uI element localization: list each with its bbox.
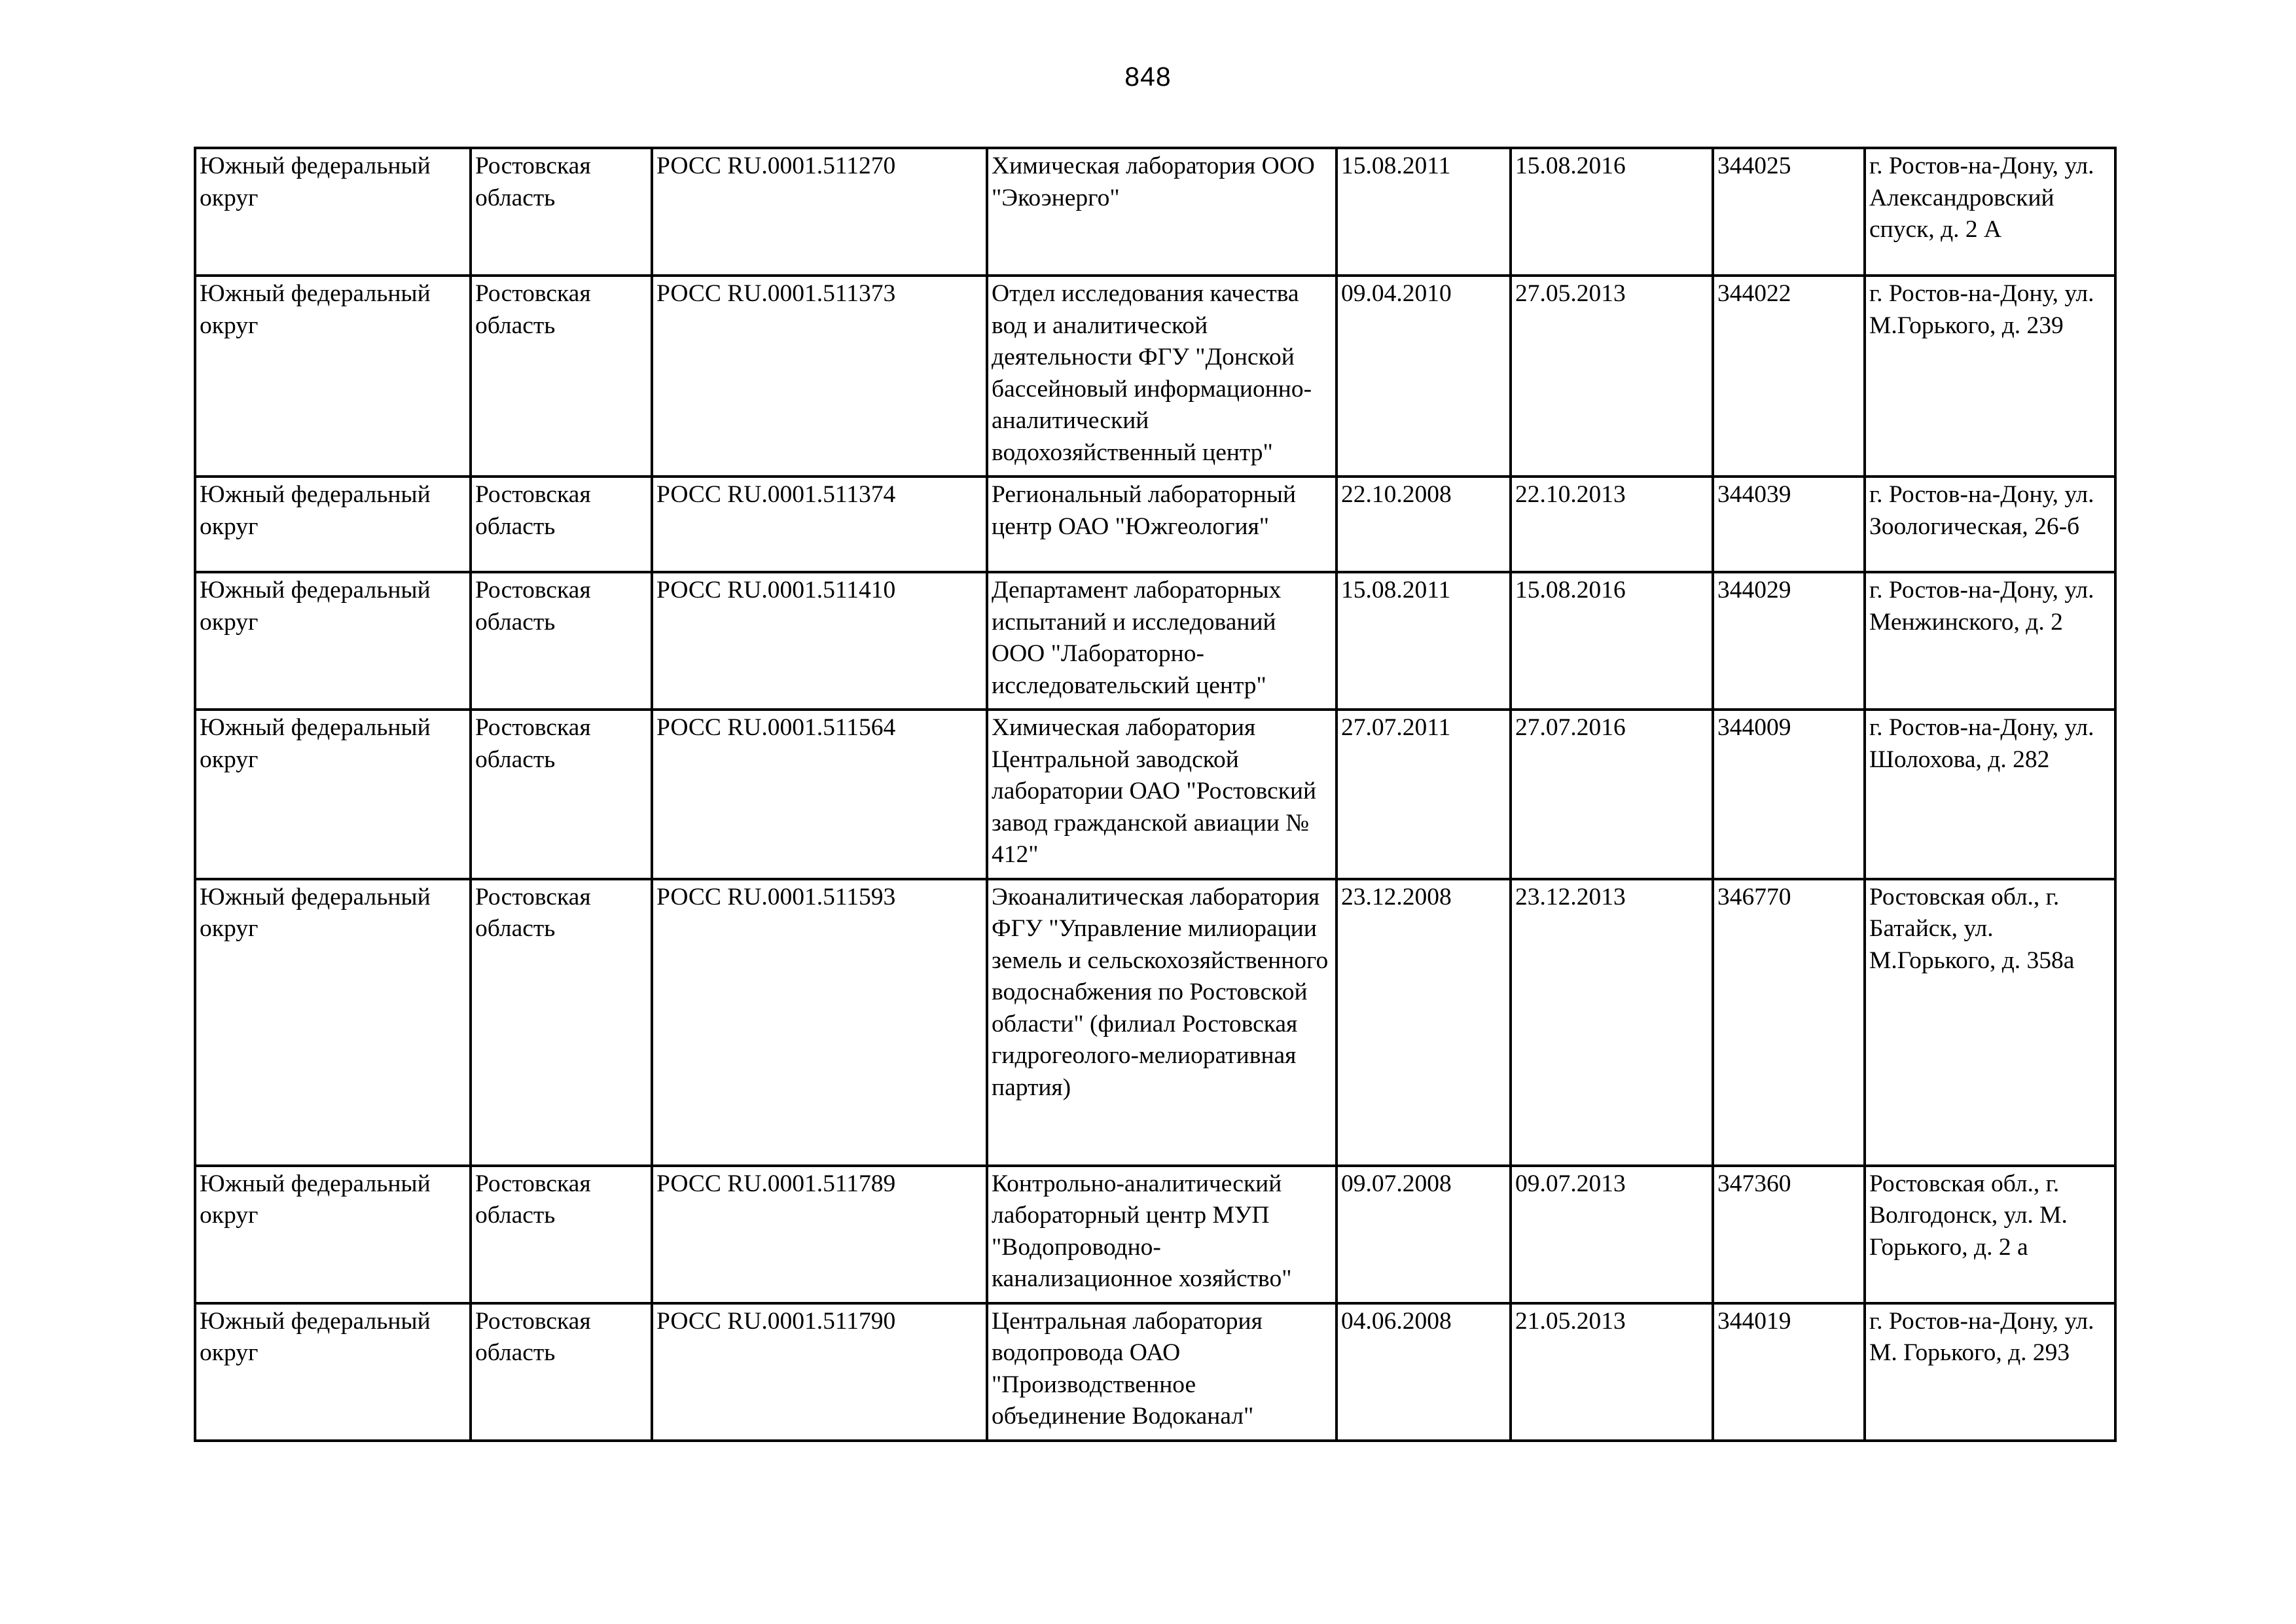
district-cell: Южный федеральный округ bbox=[195, 879, 471, 1166]
address-cell: г. Ростов-на-Дону, ул. Зоологическая, 26-б bbox=[1865, 477, 2115, 572]
region-cell: Ростовская область bbox=[471, 1303, 652, 1441]
postal-code-cell: 344029 bbox=[1713, 572, 1865, 710]
region-cell: Ростовская область bbox=[471, 710, 652, 879]
region-cell: Ростовская область bbox=[471, 879, 652, 1166]
district-cell: Южный федеральный округ bbox=[195, 477, 471, 572]
organization-cell: Контрольно-аналитический лабораторный центр МУП "Водопроводно-канализационное хозяйство" bbox=[987, 1166, 1336, 1303]
date-expires-cell: 09.07.2013 bbox=[1511, 1166, 1713, 1303]
postal-code-cell: 344019 bbox=[1713, 1303, 1865, 1441]
laboratory-registry-table bbox=[194, 147, 2117, 1442]
table-row bbox=[195, 572, 2115, 710]
district-cell: Южный федеральный округ bbox=[195, 1166, 471, 1303]
table-row bbox=[195, 1166, 2115, 1303]
certificate-cell: РОСС RU.0001.511564 bbox=[652, 710, 987, 879]
address-cell: Ростовская обл., г. Волгодонск, ул. М. Горького, д. 2 а bbox=[1865, 1166, 2115, 1303]
date-issued-cell: 09.04.2010 bbox=[1336, 276, 1511, 477]
organization-cell: Химическая лаборатория Центральной заводской лаборатории ОАО "Ростовский завод гражданской авиации № 412" bbox=[987, 710, 1336, 879]
district-cell: Южный федеральный округ bbox=[195, 572, 471, 710]
postal-code-cell: 346770 bbox=[1713, 879, 1865, 1166]
date-expires-cell: 27.05.2013 bbox=[1511, 276, 1713, 477]
certificate-cell: РОСС RU.0001.511374 bbox=[652, 477, 987, 572]
date-expires-cell: 23.12.2013 bbox=[1511, 879, 1713, 1166]
table-row bbox=[195, 879, 2115, 1166]
address-cell: г. Ростов-на-Дону, ул. М. Горького, д. 293 bbox=[1865, 1303, 2115, 1441]
date-expires-cell: 22.10.2013 bbox=[1511, 477, 1713, 572]
region-cell: Ростовская область bbox=[471, 477, 652, 572]
organization-cell: Химическая лаборатория ООО "Экоэнерго" bbox=[987, 148, 1336, 276]
date-issued-cell: 22.10.2008 bbox=[1336, 477, 1511, 572]
date-expires-cell: 27.07.2016 bbox=[1511, 710, 1713, 879]
region-cell: Ростовская область bbox=[471, 572, 652, 710]
postal-code-cell: 344039 bbox=[1713, 477, 1865, 572]
postal-code-cell: 347360 bbox=[1713, 1166, 1865, 1303]
certificate-cell: РОСС RU.0001.511373 bbox=[652, 276, 987, 477]
page-number: 848 bbox=[1124, 62, 1172, 92]
date-issued-cell: 09.07.2008 bbox=[1336, 1166, 1511, 1303]
postal-code-cell: 344022 bbox=[1713, 276, 1865, 477]
district-cell: Южный федеральный округ bbox=[195, 710, 471, 879]
postal-code-cell: 344025 bbox=[1713, 148, 1865, 276]
district-cell: Южный федеральный округ bbox=[195, 148, 471, 276]
organization-cell: Центральная лаборатория водопровода ОАО "Производственное объединение Водоканал" bbox=[987, 1303, 1336, 1441]
district-cell: Южный федеральный округ bbox=[195, 276, 471, 477]
date-issued-cell: 27.07.2011 bbox=[1336, 710, 1511, 879]
organization-cell: Департамент лабораторных испытаний и исследований ООО "Лабораторно-исследовательский центр" bbox=[987, 572, 1336, 710]
table-row bbox=[195, 148, 2115, 276]
date-issued-cell: 15.08.2011 bbox=[1336, 572, 1511, 710]
address-cell: г. Ростов-на-Дону, ул. Менжинского, д. 2 bbox=[1865, 572, 2115, 710]
certificate-cell: РОСС RU.0001.511593 bbox=[652, 879, 987, 1166]
certificate-cell: РОСС RU.0001.511790 bbox=[652, 1303, 987, 1441]
certificate-cell: РОСС RU.0001.511270 bbox=[652, 148, 987, 276]
date-expires-cell: 15.08.2016 bbox=[1511, 572, 1713, 710]
address-cell: г. Ростов-на-Дону, ул. М.Горького, д. 239 bbox=[1865, 276, 2115, 477]
organization-cell: Экоаналитическая лаборатория ФГУ "Управление милиорации земель и сельскохозяйственного водоснабжения по Ростовской области" (филиал Ростовская гидрогеолого-мелиоративная партия) bbox=[987, 879, 1336, 1166]
certificate-cell: РОСС RU.0001.511410 bbox=[652, 572, 987, 710]
table-row bbox=[195, 1303, 2115, 1441]
postal-code-cell: 344009 bbox=[1713, 710, 1865, 879]
table-row bbox=[195, 477, 2115, 572]
table-row bbox=[195, 710, 2115, 879]
certificate-cell: РОСС RU.0001.511789 bbox=[652, 1166, 987, 1303]
date-issued-cell: 04.06.2008 bbox=[1336, 1303, 1511, 1441]
organization-cell: Региональный лабораторный центр ОАО "Южгеология" bbox=[987, 477, 1336, 572]
date-issued-cell: 15.08.2011 bbox=[1336, 148, 1511, 276]
district-cell: Южный федеральный округ bbox=[195, 1303, 471, 1441]
date-issued-cell: 23.12.2008 bbox=[1336, 879, 1511, 1166]
date-expires-cell: 21.05.2013 bbox=[1511, 1303, 1713, 1441]
address-cell: г. Ростов-на-Дону, ул. Александровский спуск, д. 2 А bbox=[1865, 148, 2115, 276]
address-cell: Ростовская обл., г. Батайск, ул. М.Горького, д. 358а bbox=[1865, 879, 2115, 1166]
region-cell: Ростовская область bbox=[471, 148, 652, 276]
date-expires-cell: 15.08.2016 bbox=[1511, 148, 1713, 276]
organization-cell: Отдел исследования качества вод и аналитической деятельности ФГУ "Донской бассейновый информационно-аналитический водохозяйственный центр" bbox=[987, 276, 1336, 477]
region-cell: Ростовская область bbox=[471, 1166, 652, 1303]
address-cell: г. Ростов-на-Дону, ул. Шолохова, д. 282 bbox=[1865, 710, 2115, 879]
table-row bbox=[195, 276, 2115, 477]
region-cell: Ростовская область bbox=[471, 276, 652, 477]
